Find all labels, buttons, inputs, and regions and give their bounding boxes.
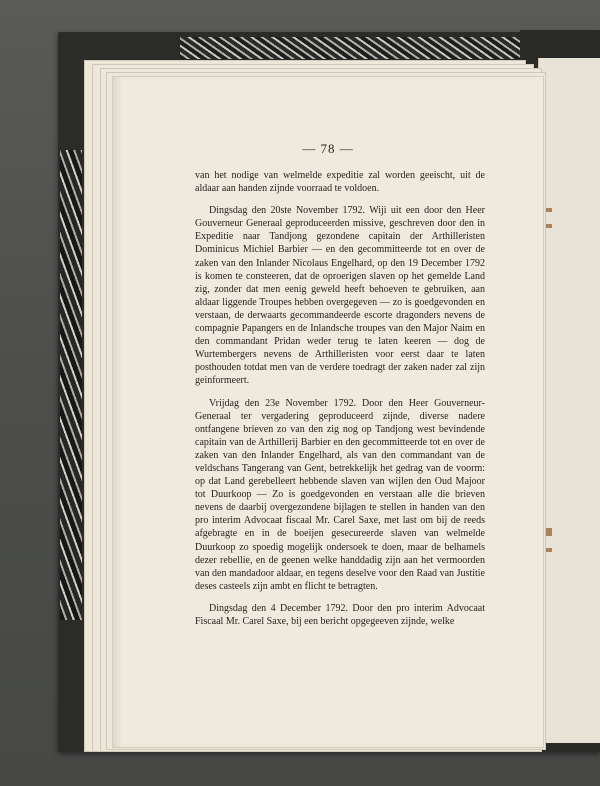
paragraph: Vrijdag den 23e November 1792. Door den Heer Gouverneur-Generaal ter vergadering geproduceerd zijnde, diverse nadere ontfangene brieven zo van den zig nog op Tandjong west bevindende capitain van de Arthillerij Barbier en den gecommitteerde tot en over de zaken van den Inlander Engelhard, als van den commandant van de veldschans Tangerang van Gent, betrekkelijk het gedrag van de voorm: op dat Land gerebelleert hebbende slaven van wijlen den Oud Majoor tot Duurkoop — Zo is goedgevonden en verstaan alle die brieven nevens de daarbij overgezondene bijlagen te stellen in handen van den pro interim Advocaat fiscaal Mr. Carel Saxe, met last om bij de reeds afgebragte en in de boeijen gesecureerde slaven van welmelde Duurkoop zo spoedig mogelijk ondersoek te doen, maar de belhamels dezer rebellie, en de geenen welke handdadig zijn aan het vermoorden van den mandadoor aldaar, en tegens deselve voor den Raad van Justitie deses casteels zijn ambt en flicht te betragten. — [195, 397, 485, 592]
paragraph: Dingsdag den 4 December 1792. Door den pro interim Advocaat Fiscaal Mr. Carel Saxe, bij een bericht opgegeeven zijnde, welke — [195, 602, 485, 627]
paragraph: Dingsdag den 20ste November 1792. Wiji uit een door den Heer Gouverneur Generaal geproduceerden missive, geschreven door den in Expeditie naar Tandjong gezondene capitain der Arthilleristen Dominicus Michiel Barbier — en den gecommitteerde tot en over de zaken van den Inlander Nicolaus Engelhard, op den 19 December 1792 is komen te consteeren, dat de oproerigen slaven op het gemelde Land zig, zonder dat men eenig geweld heeft behoeven te gebruiken, aan aldaar liggende Troupes hebben overgegeven — zo is goedgevonden en verstaan, de derwaarts gecommandeerde escorte dragonders nevens de compagnie Papangers en de Inlandsche troupes van den Major Naim en den commandant Pridan weder terug te laten keeren — dog de Wurtembergers nevens de Arthilleristen voor eerst daar te laten posthouden totdat men van de verdere toedragt der zaken nader zal zijn geinformeert. — [195, 205, 485, 387]
marbled-edge-left — [60, 150, 82, 620]
marbled-edge-top — [180, 37, 520, 59]
facing-page — [538, 58, 600, 743]
paragraph: van het nodige van welmelde expeditie zal worden geeischt, uit de aldaar aan handen zijnde voorraad te voldoen. — [195, 170, 485, 195]
document-page — [112, 76, 544, 748]
page-number: — 78 — — [302, 141, 354, 156]
body-text — [195, 169, 485, 637]
foxing-marks — [546, 520, 552, 560]
